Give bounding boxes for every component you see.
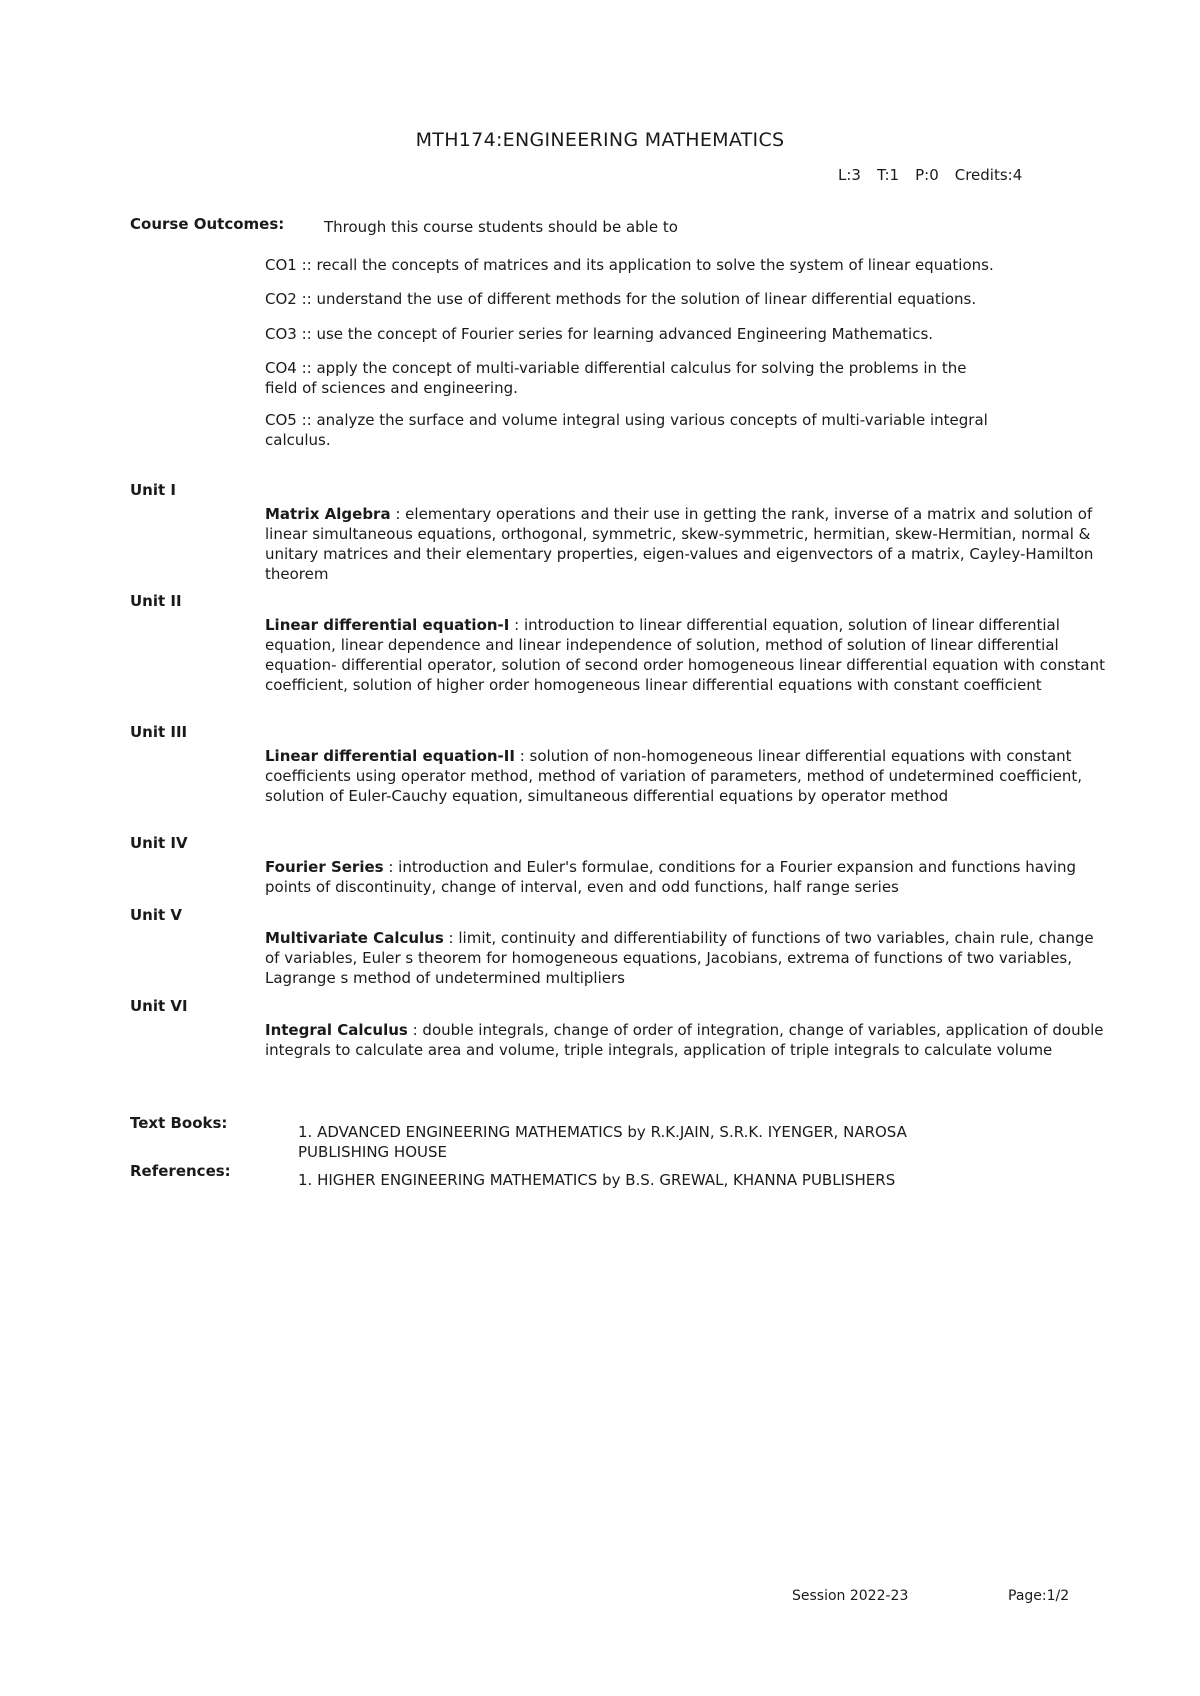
unit-5-text: : limit, continuity and differentiability of functions of two variables, chain rule, change of variables, Euler s theorem for homogeneous equations, Jacobians, extrema of functions of two variables, Lagrange s method of undetermined multipliers (265, 929, 1094, 987)
unit-2-content (265, 615, 1105, 695)
reference-item: 1. HIGHER ENGINEERING MATHEMATICS by B.S. GREWAL, KHANNA PUBLISHERS (298, 1171, 896, 1189)
unit-3-content (265, 746, 1105, 806)
unit-2-topic: Linear differential equation-I (265, 616, 510, 634)
outcome-co3: CO3 :: use the concept of Fourier series for learning advanced Engineering Mathematics. (265, 325, 934, 343)
course-outcomes-intro: Through this course students should be able to (324, 218, 678, 236)
outcome-co1: CO1 :: recall the concepts of matrices and its application to solve the system of linear equations. (265, 256, 994, 274)
textbook-line1: 1. ADVANCED ENGINEERING MATHEMATICS by R.K.JAIN, S.R.K. IYENGER, NAROSA (298, 1123, 907, 1141)
outcome-co4-line1: CO4 :: apply the concept of multi-variable differential calculus for solving the problems in the (265, 359, 967, 377)
unit-4-content (265, 857, 1105, 897)
references-label: References: (130, 1162, 231, 1180)
course-outcomes-label: Course Outcomes: (130, 215, 285, 233)
unit-2-text: : introduction to linear differential equation, solution of linear differential equation, linear dependence and linear independence of solution, method of solution of linear differential equation- differential operator, solution of second order homogeneous linear differential equation with constant coefficient, solution of higher order homogeneous linear differential equations with constant coefficient (265, 616, 1106, 694)
outcome-co5-line1: CO5 :: analyze the surface and volume integral using various concepts of multi-variable integral (265, 411, 988, 429)
outcome-co2: CO2 :: understand the use of different methods for the solution of linear differential equations. (265, 290, 977, 308)
lecture-hours: L:3 (838, 166, 861, 184)
session-label: Session 2022-23 (792, 1588, 909, 1604)
unit-5-content (265, 928, 1105, 988)
tutorial-hours: T:1 (876, 166, 900, 184)
unit-1-label: Unit I (130, 481, 176, 499)
unit-6-text: : double integrals, change of order of integration, change of variables, application of double integrals to calculate area and volume, triple integrals, application of triple integrals to calculate volume (265, 1021, 1104, 1059)
unit-3-text: : solution of non-homogeneous linear differential equations with constant coefficients using operator method, method of variation of parameters, method of undetermined coefficient, solution of Euler-Cauchy equation, simultaneous differential equations by operator method (265, 747, 1083, 805)
unit-2-label: Unit II (130, 592, 182, 610)
ltp-credits (838, 166, 1022, 184)
unit-1-topic: Matrix Algebra (265, 505, 391, 523)
outcome-co4-line2: field of sciences and engineering. (265, 379, 518, 397)
unit-5-topic: Multivariate Calculus (265, 929, 444, 947)
textbook-line2: PUBLISHING HOUSE (298, 1143, 447, 1161)
unit-6-content (265, 1020, 1105, 1060)
unit-1-text: : elementary operations and their use in getting the rank, inverse of a matrix and solution of linear simultaneous equations, orthogonal, symmetric, skew-symmetric, hermitian, skew-Hermitian, normal & unitary matrices and their elementary properties, eigen-values and eigenvectors of a matrix, Cayley-Hamilton theorem (265, 505, 1094, 583)
unit-1-content (265, 504, 1105, 584)
unit-4-label: Unit IV (130, 834, 188, 852)
credits: Credits:4 (954, 166, 1023, 184)
unit-4-text: : introduction and Euler's formulae, conditions for a Fourier expansion and functions having points of discontinuity, change of interval, even and odd functions, half range series (265, 858, 1077, 896)
outcome-co5 (265, 410, 988, 450)
textbooks-label: Text Books: (130, 1114, 228, 1132)
unit-6-topic: Integral Calculus (265, 1021, 408, 1039)
outcome-co4 (265, 358, 966, 398)
practical-hours: P:0 (915, 166, 939, 184)
outcome-co5-line2: calculus. (265, 431, 331, 449)
course-title: MTH174:ENGINEERING MATHEMATICS (415, 129, 785, 151)
unit-3-label: Unit III (130, 723, 188, 741)
unit-4-topic: Fourier Series (265, 858, 384, 876)
unit-5-label: Unit V (130, 906, 183, 924)
unit-3-topic: Linear differential equation-II (265, 747, 515, 765)
textbook-item (298, 1122, 907, 1162)
unit-6-label: Unit VI (130, 997, 188, 1015)
page-number: Page:1/2 (1008, 1588, 1070, 1604)
